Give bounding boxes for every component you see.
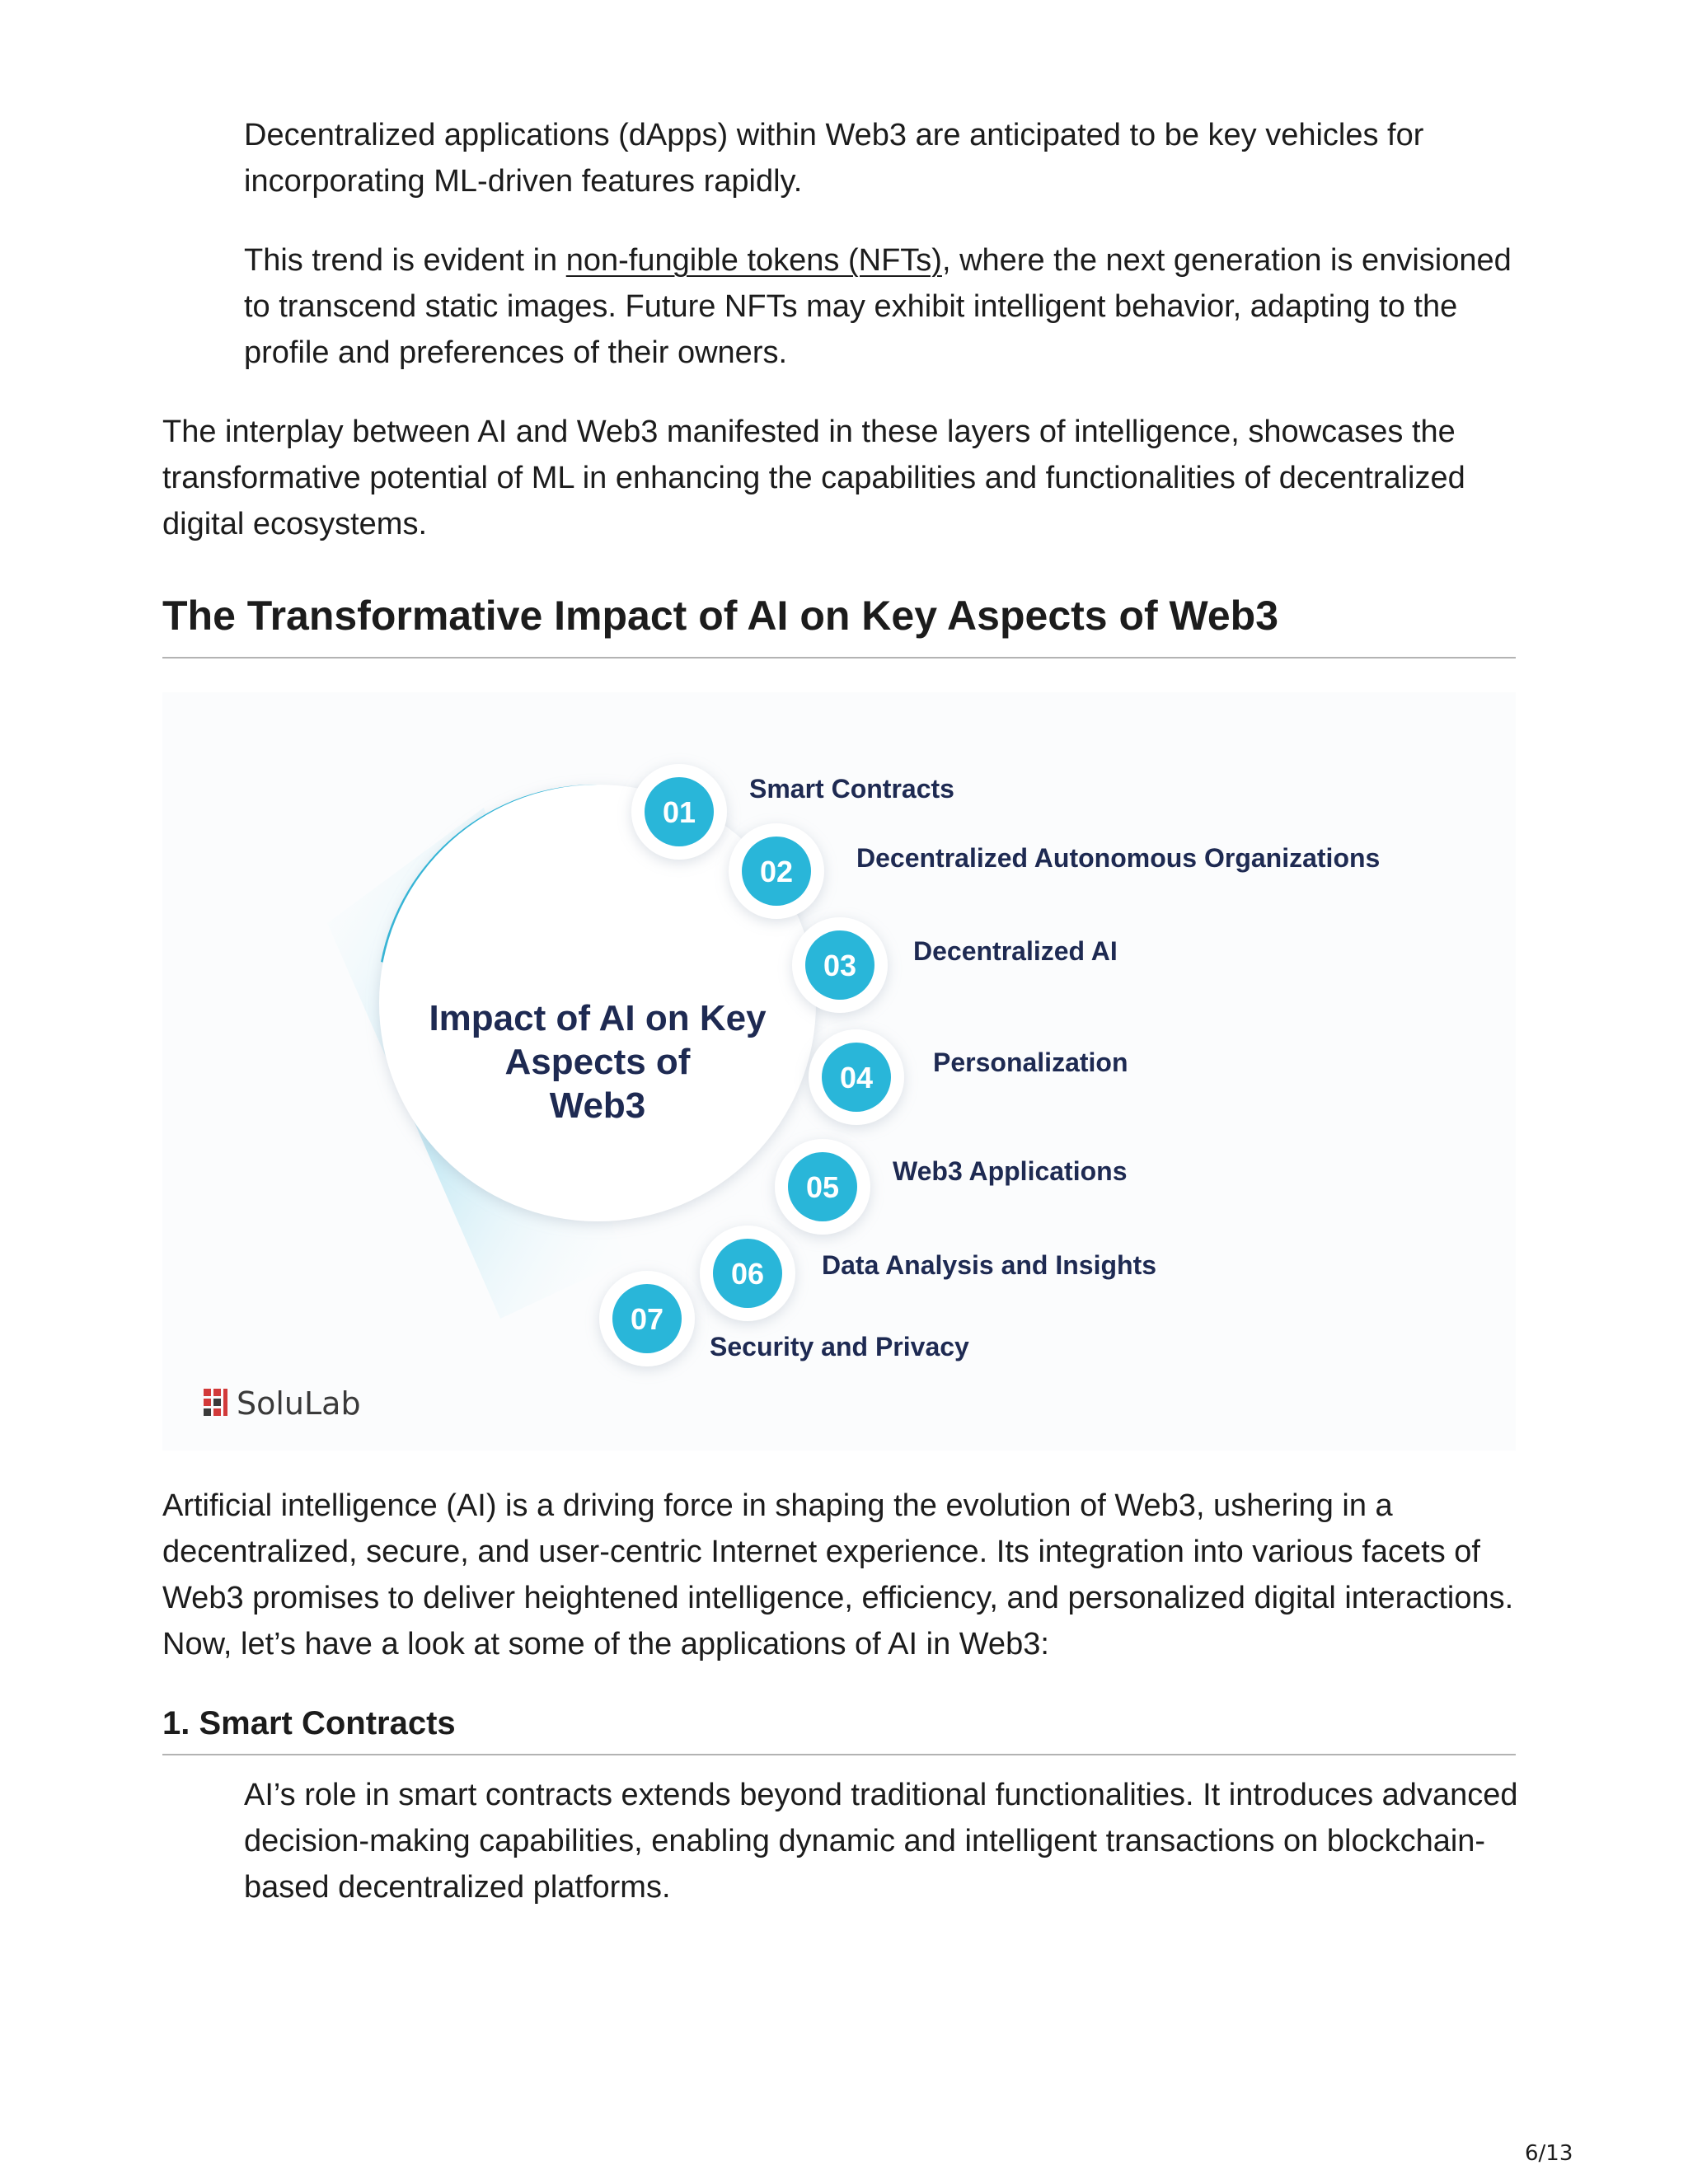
paragraph-nfts-rest: , where the next generation is envisioned to transcend static images. Future NFTs may exhibit intelligent behavior, adapting to the profile and preferences of their owners. bbox=[244, 243, 1512, 370]
item-number: 02 bbox=[759, 855, 794, 888]
center-title-line-2: Aspects of bbox=[504, 1042, 691, 1082]
center-title-line-1: Impact of AI on Key bbox=[429, 998, 767, 1038]
item-number: 04 bbox=[839, 1061, 874, 1094]
item-number: 01 bbox=[662, 795, 696, 829]
item-number: 03 bbox=[823, 949, 857, 982]
item-number: 05 bbox=[805, 1170, 840, 1204]
solulab-logo-text: SoluLab bbox=[237, 1385, 361, 1422]
subheading-divider bbox=[162, 1754, 1516, 1755]
impact-infographic bbox=[162, 692, 1516, 1451]
infographic-graphic bbox=[162, 692, 1516, 1451]
paragraph-dapps: Decentralized applications (dApps) within Web3 are anticipated to be key vehicles for incorporating ML-driven features rapidly. bbox=[244, 118, 1424, 199]
solulab-logo-icon bbox=[204, 1389, 227, 1416]
section-heading: The Transformative Impact of AI on Key Aspects of Web3 bbox=[162, 593, 1279, 639]
item-label: Decentralized AI bbox=[913, 936, 1118, 966]
paragraph-ai-driving-force: Artificial intelligence (AI) is a driving force in shaping the evolution of Web3, ushering in a decentralized, secure, and user-centric Internet experience. Its integration into various facets of Web3 promises to deliver heightened intelligence, efficiency, and personalized digital interactions. Now, let’s have a look at some of the applications of AI in Web3: bbox=[162, 1488, 1514, 1661]
section-divider bbox=[162, 657, 1516, 658]
page-number: 6/13 bbox=[1525, 2141, 1573, 2166]
item-label: Personalization bbox=[933, 1047, 1128, 1077]
nft-link[interactable]: non-fungible tokens (NFTs) bbox=[565, 243, 942, 278]
center-title-line-3: Web3 bbox=[549, 1085, 646, 1126]
subheading-smart-contracts: 1. Smart Contracts bbox=[162, 1705, 456, 1741]
item-number: 06 bbox=[730, 1257, 765, 1291]
item-label: Decentralized Autonomous Organizations bbox=[856, 843, 1381, 873]
item-label: Web3 Applications bbox=[893, 1156, 1128, 1186]
item-label: Smart Contracts bbox=[749, 774, 954, 804]
paragraph-interplay: The interplay between AI and Web3 manifested in these layers of intelligence, showcases the transformative potential of ML in enhancing the capabilities and functionalities of decentralized digital ecosystems. bbox=[162, 415, 1465, 541]
item-label: Data Analysis and Insights bbox=[822, 1250, 1157, 1280]
paragraph-nfts bbox=[244, 237, 1530, 376]
item-label: Security and Privacy bbox=[710, 1332, 969, 1361]
paragraph-smart-contracts: AI’s role in smart contracts extends beyond traditional functionalities. It introduces advanced decision-making capabilities, enabling dynamic and intelligent transactions on blockchain-based decentralized platforms. bbox=[244, 1778, 1518, 1905]
item-number: 07 bbox=[630, 1302, 664, 1336]
paragraph-nfts-lead: This trend is evident in bbox=[244, 243, 566, 278]
